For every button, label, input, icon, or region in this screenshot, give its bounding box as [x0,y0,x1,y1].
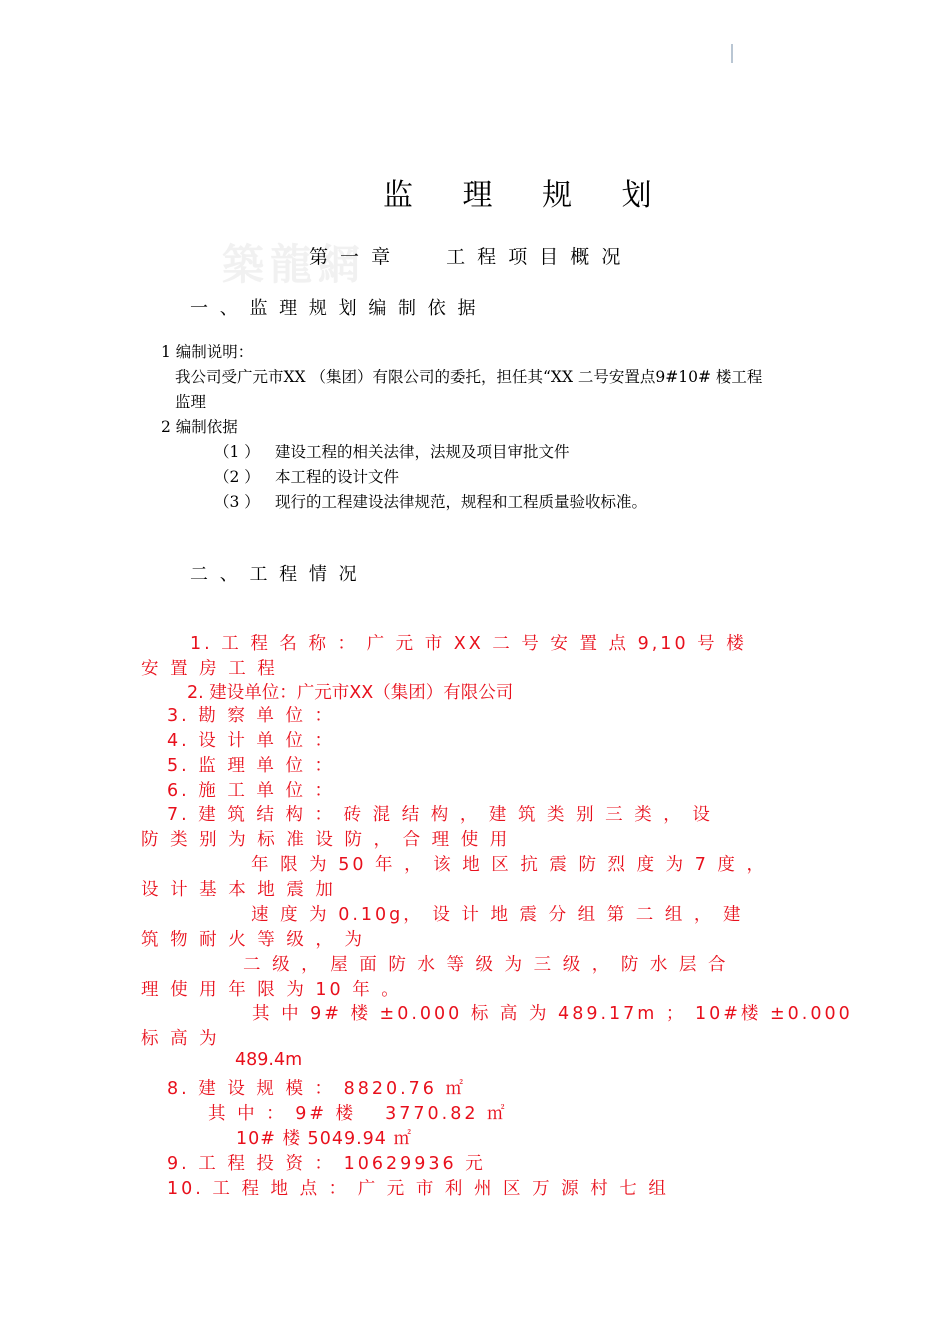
project-line: 4. 设 计 单 位 ： [167,731,336,751]
project-line: 其 中 9# 楼 ±0.000 标 高 为 489.17m ； 10#楼 ±0.000 [252,1004,853,1024]
project-line: 9. 工 程 投 资 ： 10629936 元 [167,1154,486,1174]
project-line: 10. 工 程 地 点 ： 广 元 市 利 州 区 万 源 村 七 组 [167,1179,669,1199]
section2-heading: 二 、 工 程 情 况 [190,564,360,585]
project-line: 年 限 为 50 年 ， 该 地 区 抗 震 防 烈 度 为 7 度 ， [251,855,767,875]
project-line: 速 度 为 0.10g， 设 计 地 震 分 组 第 二 组 ， 建 [251,905,744,925]
project-line: 6. 施 工 单 位 ： [167,781,336,801]
item1-text-line1: 我公司受广元市XX （集团）有限公司的委托，担任其“XX 二号安置点9#10# 楼工程 [175,368,763,386]
document-title: 监 理 规 划 [383,178,672,213]
basis-num: （1 ） [214,443,260,461]
margin-mark [731,44,733,63]
basis-num: （2 ） [214,468,260,486]
project-line: 二 级 ， 屋 面 防 水 等 级 为 三 级 ， 防 水 层 合 [243,955,729,975]
project-line: 489.4m [235,1050,303,1070]
chapter-heading: 第 一 章 工 程 项 目 概 况 [309,246,624,268]
project-line: 设 计 基 本 地 震 加 [141,880,336,900]
item1-label: 1 编制说明： [161,343,254,361]
project-line: 3. 勘 察 单 位 ： [167,706,336,726]
project-line: 5. 监 理 单 位 ： [167,756,336,776]
project-line: 1. 工 程 名 称 ： 广 元 市 XX 二 号 安 置 点 9,10 号 楼 [190,634,747,654]
basis-text: 本工程的设计文件 [275,468,400,486]
project-line: 安 置 房 工 程 [141,659,278,679]
project-line: 8. 建 设 规 模 ： 8820.76 ㎡ [167,1079,467,1099]
basis-num: （3 ） [214,493,260,511]
item1-text-line2: 监理 [175,393,207,411]
project-line: 2. 建设单位：广元市XX（集团）有限公司 [187,683,514,703]
project-line: 防 类 别 为 标 准 设 防 ， 合 理 使 用 [141,830,511,850]
basis-text: 现行的工程建设法律规范，规程和工程质量验收标准。 [275,493,648,511]
watermark: 築龍網 [222,240,367,289]
project-line: 7. 建 筑 结 构 ： 砖 混 结 构 ， 建 筑 类 别 三 类 ， 设 [167,805,713,825]
item2-label: 2 编制依据 [161,418,238,436]
project-line: 其 中 ： 9# 楼 3770.82 ㎡ [208,1104,508,1124]
project-line: 理 使 用 年 限 为 10 年 。 [141,980,402,1000]
project-line: 10# 楼 5049.94 ㎡ [236,1129,412,1149]
basis-text: 建设工程的相关法律，法规及项目审批文件 [275,443,570,461]
project-line: 筑 物 耐 火 等 级 ， 为 [141,930,365,950]
section1-heading: 一 、 监 理 规 划 编 制 依 据 [190,298,479,319]
project-line: 标 高 为 [141,1029,220,1049]
